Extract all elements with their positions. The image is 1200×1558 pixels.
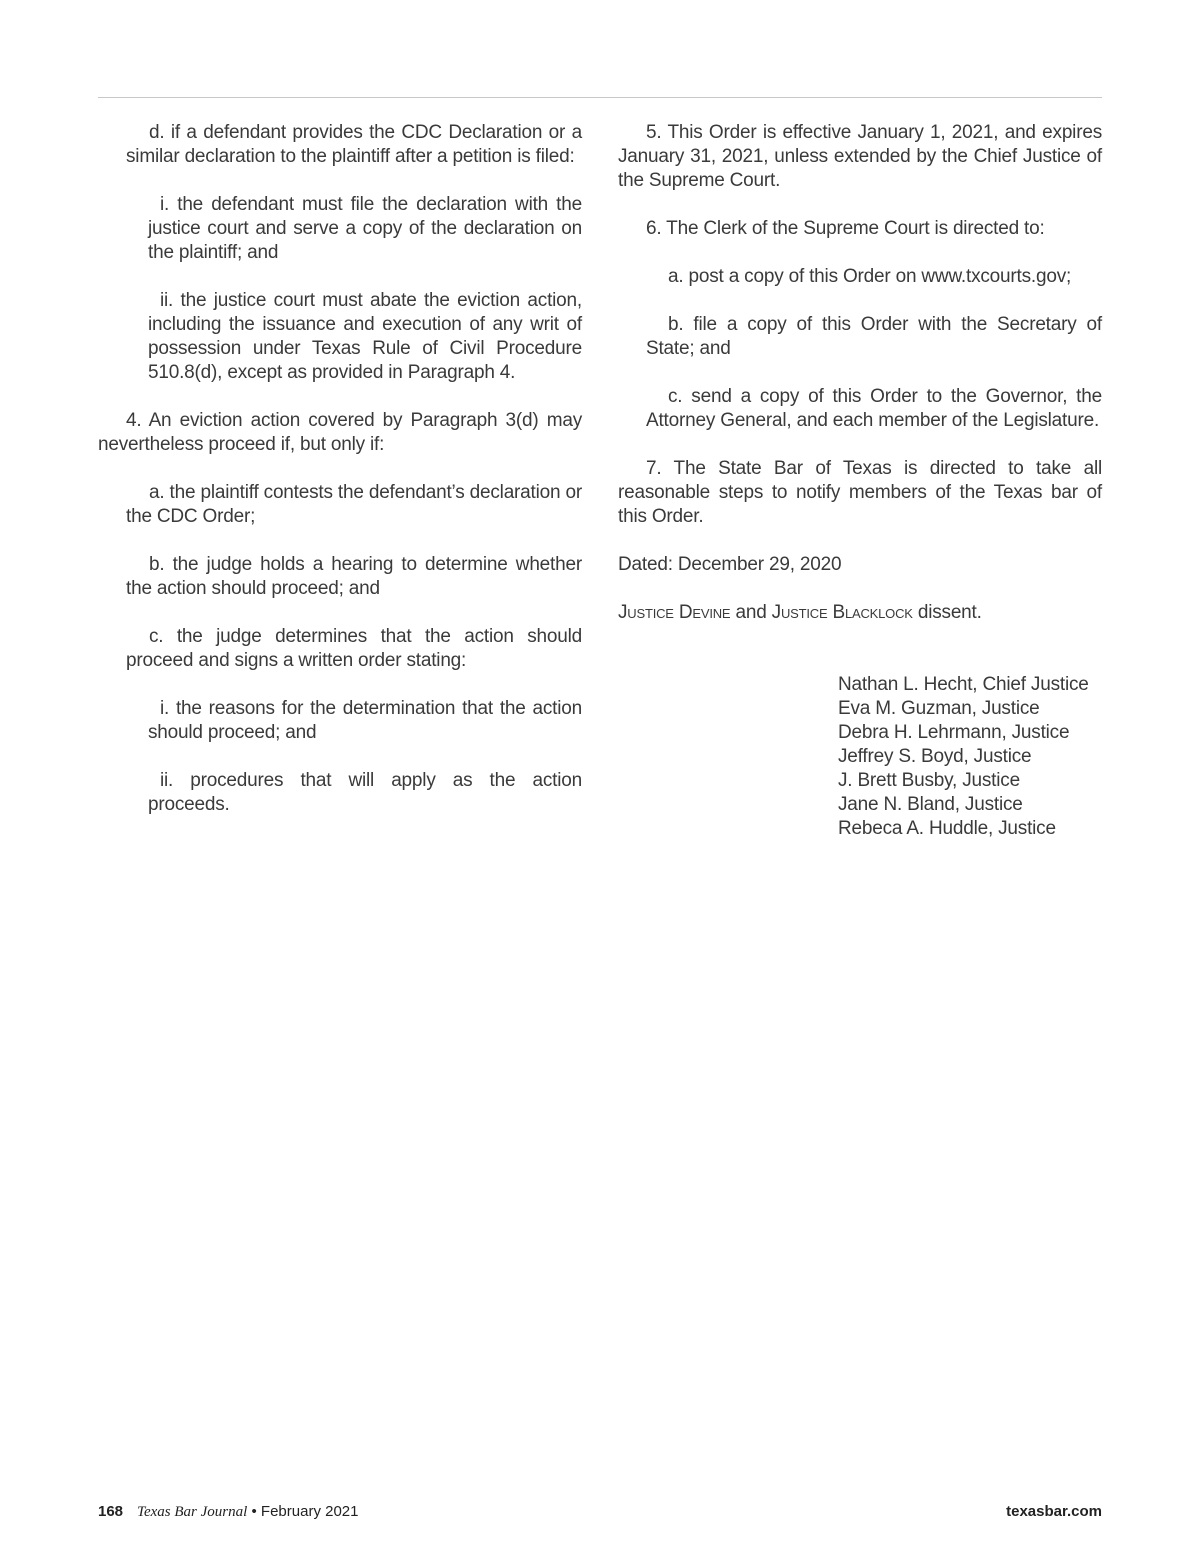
signature-line: Jeffrey S. Boyd, Justice xyxy=(838,746,1032,767)
dissent-and: and xyxy=(730,602,772,623)
left-column xyxy=(98,121,582,841)
item-d-i: i. the defendant must file the declaration with the justice court and serve a copy of the declaration on the plaintiff; and xyxy=(148,194,582,263)
paragraph-4: 4. An eviction action covered by Paragraph 3(d) may nevertheless proceed if, but only if: xyxy=(98,410,582,455)
header-rule xyxy=(98,97,1102,98)
page-footer xyxy=(98,1503,1102,1527)
signature-line: Debra H. Lehrmann, Justice xyxy=(838,722,1070,743)
right-column xyxy=(618,121,1102,841)
paragraph-7: 7. The State Bar of Texas is directed to take all reasonable steps to notify members of the Texas bar of this Order. xyxy=(618,458,1102,527)
item-4c-ii: ii. procedures that will apply as the action proceeds. xyxy=(148,770,582,815)
signature-line: Eva M. Guzman, Justice xyxy=(838,698,1040,719)
journal-name: Texas Bar Journal xyxy=(137,1504,248,1520)
paragraph-5: 5. This Order is effective January 1, 2021, and expires January 31, 2021, unless extended by the Chief Justice of the Supreme Court. xyxy=(618,122,1102,191)
item-d-ii: ii. the justice court must abate the eviction action, including the issuance and execution of any writ of possession under Texas Rule of Civil Procedure 510.8(d), except as provided in Paragraph 4. xyxy=(148,290,582,383)
footer-separator: • xyxy=(251,1503,257,1520)
dated-line: Dated: December 29, 2020 xyxy=(618,554,842,575)
dissent-line xyxy=(618,601,1102,625)
item-4c: c. the judge determines that the action should proceed and signs a written order stating: xyxy=(126,626,582,671)
item-d-intro: d. if a defendant provides the CDC Declaration or a similar declaration to the plaintiff after a petition is filed: xyxy=(126,122,582,167)
signature-line: Rebeca A. Huddle, Justice xyxy=(838,818,1056,839)
item-6b: b. file a copy of this Order with the Secretary of State; and xyxy=(646,314,1102,359)
item-4b: b. the judge holds a hearing to determine whether the action should proceed; and xyxy=(126,554,582,599)
paragraph-6: 6. The Clerk of the Supreme Court is directed to: xyxy=(646,218,1045,239)
issue-date: February 2021 xyxy=(260,1503,359,1520)
dissent-justice-2: Justice Blacklock xyxy=(771,602,913,623)
signature-line: Nathan L. Hecht, Chief Justice xyxy=(838,674,1089,695)
dissent-tail: dissent. xyxy=(912,602,982,623)
page-number: 168 xyxy=(98,1503,124,1520)
site-url: texasbar.com xyxy=(1006,1503,1102,1520)
signature-block xyxy=(838,673,1102,841)
dissent-justice-1: Justice Devine xyxy=(618,602,731,623)
signature-line: Jane N. Bland, Justice xyxy=(838,794,1023,815)
item-6c: c. send a copy of this Order to the Governor, the Attorney General, and each member of the Legislature. xyxy=(646,386,1102,431)
signature-line: J. Brett Busby, Justice xyxy=(838,770,1020,791)
item-4a: a. the plaintiff contests the defendant’s declaration or the CDC Order; xyxy=(126,482,582,527)
item-4c-i: i. the reasons for the determination that the action should proceed; and xyxy=(148,698,582,743)
item-6a: a. post a copy of this Order on www.txcourts.gov; xyxy=(668,266,1072,287)
